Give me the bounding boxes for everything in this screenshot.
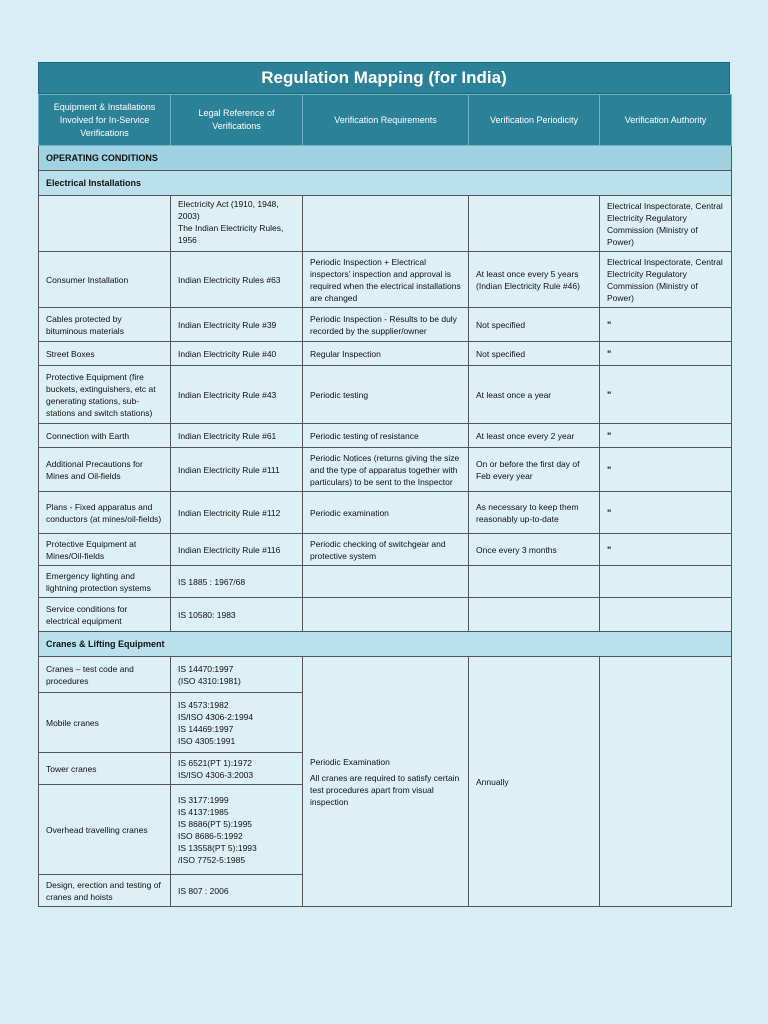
table-row: [39, 366, 732, 424]
legal-line: IS 8686(PT 5):1995: [178, 818, 253, 829]
cell-period: At least once every 2 year: [469, 424, 600, 448]
section-label: OPERATING CONDITIONS: [39, 146, 732, 171]
cell-req: [303, 566, 469, 598]
legal-line: IS 13558(PT 5):1993: [178, 842, 257, 853]
cell-auth: Electrical Inspectorate, Central Electricity Regulatory Commission (Ministry of Power): [600, 196, 732, 252]
legal-line: IS/ISO 4306-3:2003: [178, 769, 254, 780]
req-title: Periodic Examination: [310, 756, 390, 767]
cell-auth: ": [600, 534, 732, 566]
table-row: [39, 252, 732, 308]
cell-auth: ": [600, 424, 732, 448]
regulation-table: [38, 94, 732, 907]
cell-legal: Indian Electricity Rule #116: [171, 534, 303, 566]
table-row: [39, 657, 732, 693]
cell-auth: [600, 566, 732, 598]
legal-line: (ISO 4310:1981): [178, 675, 241, 686]
cell-legal: Indian Electricity Rule #40: [171, 342, 303, 366]
cell-auth: Electrical Inspectorate, Central Electricity Regulatory Commission (Ministry of Power): [600, 252, 732, 308]
cell-equip: Service conditions for electrical equipment: [39, 598, 171, 632]
legal-line: IS 4573:1982: [178, 699, 229, 710]
cell-req: [303, 196, 469, 252]
page-title: Regulation Mapping (for India): [38, 62, 730, 94]
cell-legal: Indian Electricity Rules #63: [171, 252, 303, 308]
cell-equip: Cranes – test code and procedures: [39, 657, 171, 693]
legal-line: IS 3177:1999: [178, 794, 229, 805]
cell-period: [469, 196, 600, 252]
cell-legal: Indian Electricity Rule #43: [171, 366, 303, 424]
legal-line: /ISO 7752-5:1985: [178, 854, 246, 865]
cell-period: [469, 598, 600, 632]
cell-req: Periodic Inspection + Electrical inspectors’ inspection and approval is required when the electrical installations are changed: [303, 252, 469, 308]
cell-req: Periodic Inspection - Results to be duly recorded by the supplier/owner: [303, 308, 469, 342]
cell-req: Periodic testing: [303, 366, 469, 424]
cell-equip: Plans - Fixed apparatus and conductors (at mines/oil-fields): [39, 492, 171, 534]
table-row: [39, 448, 732, 492]
subsection-label: Cranes & Lifting Equipment: [39, 632, 732, 657]
cell-equip: Overhead travelling cranes: [39, 785, 171, 875]
cell-equip: Design, erection and testing of cranes and hoists: [39, 875, 171, 907]
cell-auth: ": [600, 366, 732, 424]
legal-line: IS 14470:1997: [178, 663, 234, 674]
legal-line: ISO 4305:1991: [178, 735, 236, 746]
table-header-row: [39, 95, 732, 146]
cell-req: Periodic testing of resistance: [303, 424, 469, 448]
cell-period: On or before the first day of Feb every year: [469, 448, 600, 492]
cell-period: As necessary to keep them reasonably up-to-date: [469, 492, 600, 534]
header-periodicity: Verification Periodicity: [469, 95, 600, 146]
legal-line: IS 4137:1985: [178, 806, 229, 817]
table-row: [39, 196, 732, 252]
cell-equip: Emergency lighting and lightning protection systems: [39, 566, 171, 598]
cell-equip: Tower cranes: [39, 753, 171, 785]
subsection-label: Electrical Installations: [39, 171, 732, 196]
cell-auth: ": [600, 448, 732, 492]
table-row: [39, 598, 732, 632]
cell-legal: Indian Electricity Rule #112: [171, 492, 303, 534]
cell-legal: [171, 875, 303, 907]
cell-equip: Connection with Earth: [39, 424, 171, 448]
cell-req: Periodic examination: [303, 492, 469, 534]
header-legal-reference: Legal Reference of Verifications: [171, 95, 303, 146]
table-row: [39, 308, 732, 342]
cell-auth: [600, 598, 732, 632]
header-requirements: Verification Requirements: [303, 95, 469, 146]
cell-legal: Indian Electricity Rule #61: [171, 424, 303, 448]
cell-legal: [171, 785, 303, 875]
cell-period: Once every 3 months: [469, 534, 600, 566]
cell-equip: Consumer Installation: [39, 252, 171, 308]
legal-line: IS/ISO 4306-2:1994: [178, 711, 254, 722]
legal-line: IS 14469:1997: [178, 723, 234, 734]
cell-legal: IS 1885 : 1967/68: [171, 566, 303, 598]
section-row-operating: [39, 146, 732, 171]
cell-period: Not specified: [469, 308, 600, 342]
cell-equip: Cables protected by bituminous materials: [39, 308, 171, 342]
cell-auth: ": [600, 492, 732, 534]
table-row: [39, 534, 732, 566]
cell-period: At least once a year: [469, 366, 600, 424]
cell-req: Periodic checking of switchgear and protective system: [303, 534, 469, 566]
cell-req: [303, 657, 469, 907]
table-row: [39, 424, 732, 448]
table-row: [39, 492, 732, 534]
cell-auth: [600, 657, 732, 907]
table-row: [39, 566, 732, 598]
table-row: [39, 342, 732, 366]
req-text: All cranes are required to satisfy certain test procedures apart from visual inspection: [310, 772, 460, 807]
cell-legal: [171, 693, 303, 753]
cell-equip: Additional Precautions for Mines and Oil-fields: [39, 448, 171, 492]
header-authority: Verification Authority: [600, 95, 732, 146]
subsection-row-cranes: [39, 632, 732, 657]
cell-equip: Mobile cranes: [39, 693, 171, 753]
cell-req: Regular Inspection: [303, 342, 469, 366]
cell-period: At least once every 5 years (Indian Electricity Rule #46): [469, 252, 600, 308]
cell-legal: Electricity Act (1910, 1948, 2003) The Indian Electricity Rules, 1956: [171, 196, 303, 252]
cell-equip: [39, 196, 171, 252]
subsection-row-electrical: [39, 171, 732, 196]
legal-line: IS 6521(PT 1):1972: [178, 757, 253, 768]
legal-line: ISO 8686-5:1992: [178, 830, 243, 841]
cell-legal: Indian Electricity Rule #39: [171, 308, 303, 342]
cell-equip: Protective Equipment (fire buckets, extinguishers, etc at generating stations, sub-stations and switch stations): [39, 366, 171, 424]
cell-req: [303, 598, 469, 632]
cell-legal: IS 10580: 1983: [171, 598, 303, 632]
cell-period: [469, 566, 600, 598]
cell-auth: ": [600, 308, 732, 342]
header-equipment: Equipment & Installations Involved for In-Service Verifications: [39, 95, 171, 146]
cell-req: Periodic Notices (returns giving the size and the type of apparatus together with particulars) to be sent to the Inspector: [303, 448, 469, 492]
cell-equip: Street Boxes: [39, 342, 171, 366]
legal-line: IS 807 : 2006: [178, 885, 229, 896]
cell-equip: Protective Equipment at Mines/Oil-fields: [39, 534, 171, 566]
cell-period: Annually: [469, 657, 600, 907]
cell-auth: ": [600, 342, 732, 366]
cell-legal: [171, 657, 303, 693]
cell-legal: Indian Electricity Rule #111: [171, 448, 303, 492]
cell-period: Not specified: [469, 342, 600, 366]
cell-legal: [171, 753, 303, 785]
